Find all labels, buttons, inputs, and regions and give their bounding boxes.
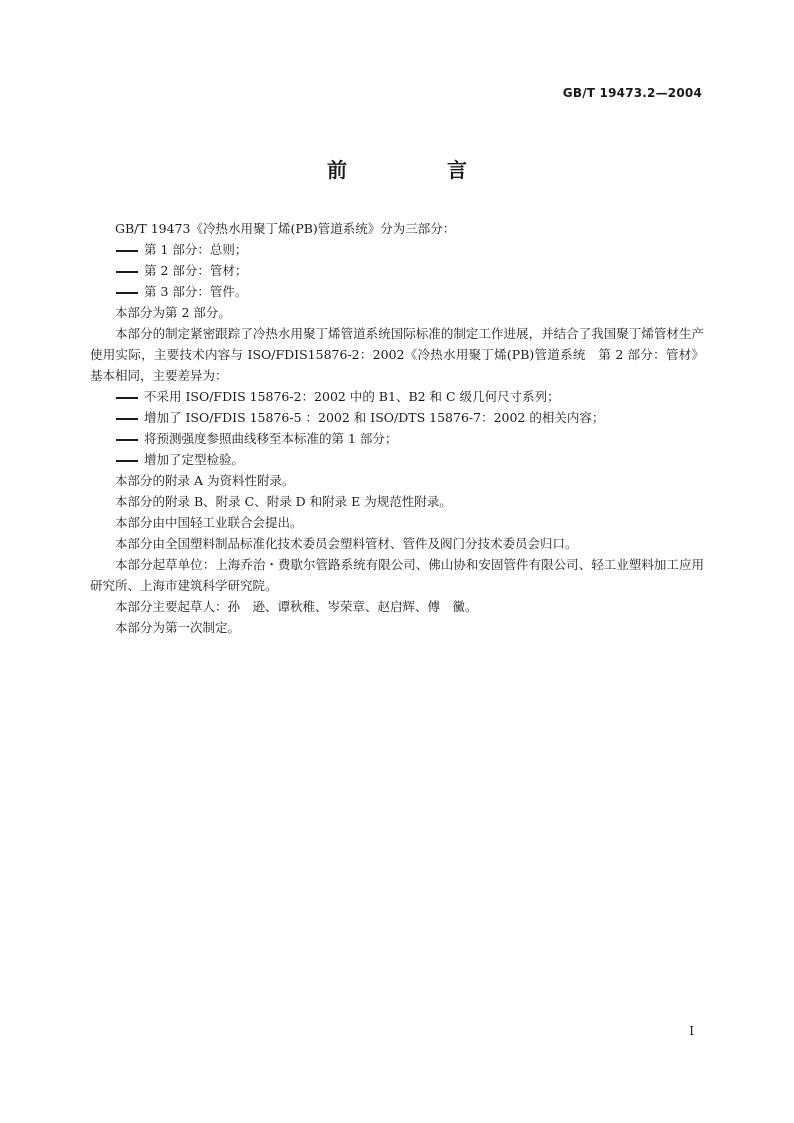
- list-item-difference-3: 将预测强度参照曲线移至本标准的第 1 部分；: [90, 428, 704, 449]
- appendix-informative-paragraph: 本部分的附录 A 为资料性附录。: [115, 473, 295, 488]
- list-item-part-1: 第 1 部分：总则；: [90, 239, 704, 260]
- dash-icon: [116, 435, 138, 445]
- page-number: I: [689, 1024, 694, 1038]
- this-part-paragraph: 本部分为第 2 部分。: [115, 305, 231, 320]
- drafting-units-paragraph: 本部分起草单位：上海乔治・费歇尔管路系统有限公司、佛山协和安固管件有限公司、轻工业塑料加工应用研究所、上海市建筑科学研究院。: [90, 557, 704, 593]
- page-title: 前 言: [327, 158, 507, 182]
- foreword-body: [90, 218, 704, 638]
- list-item-difference-2: 增加了 ISO/FDIS 15876-5 ：2002 和 ISO/DTS 15876-7：2002 的相关内容；: [90, 407, 704, 428]
- proposed-by-paragraph: 本部分由中国轻工业联合会提出。: [115, 515, 303, 530]
- tracking-paragraph: 本部分的制定紧密跟踪了冷热水用聚丁烯管道系统国际标准的制定工作进展，并结合了我国聚丁烯管材生产使用实际，主要技术内容与 ISO/FDIS15876-2：2002《冷热水用聚丁烯(PB)管道系统 第 2 部分：管材》基本相同，主要差异为：: [90, 326, 704, 383]
- list-item-difference-4: 增加了定型检验。: [90, 449, 704, 470]
- standard-code: GB/T 19473.2—2004: [562, 86, 702, 100]
- dash-icon: [116, 456, 138, 466]
- dash-icon: [116, 393, 138, 403]
- first-edition-paragraph: 本部分为第一次制定。: [115, 620, 241, 635]
- appendix-normative-paragraph: 本部分的附录 B、附录 C、附录 D 和附录 E 为规范性附录。: [115, 494, 452, 509]
- centralized-by-paragraph: 本部分由全国塑料制品标准化技术委员会塑料管材、管件及阀门分技术委员会归口。: [115, 536, 578, 551]
- intro-paragraph: GB/T 19473《冷热水用聚丁烯(PB)管道系统》分为三部分：: [115, 221, 456, 236]
- list-item-part-2: 第 2 部分：管材；: [90, 260, 704, 281]
- dash-icon: [116, 267, 138, 277]
- dash-icon: [116, 288, 138, 298]
- dash-icon: [116, 414, 138, 424]
- list-item-part-3: 第 3 部分：管件。: [90, 281, 704, 302]
- list-item-difference-1: 不采用 ISO/FDIS 15876-2：2002 中的 B1、B2 和 C 级几何尺寸系列；: [90, 386, 704, 407]
- drafters-paragraph: 本部分主要起草人：孙 逊、谭秋稚、岑荣章、赵启辉、傅 黴。: [115, 599, 478, 614]
- dash-icon: [116, 246, 138, 256]
